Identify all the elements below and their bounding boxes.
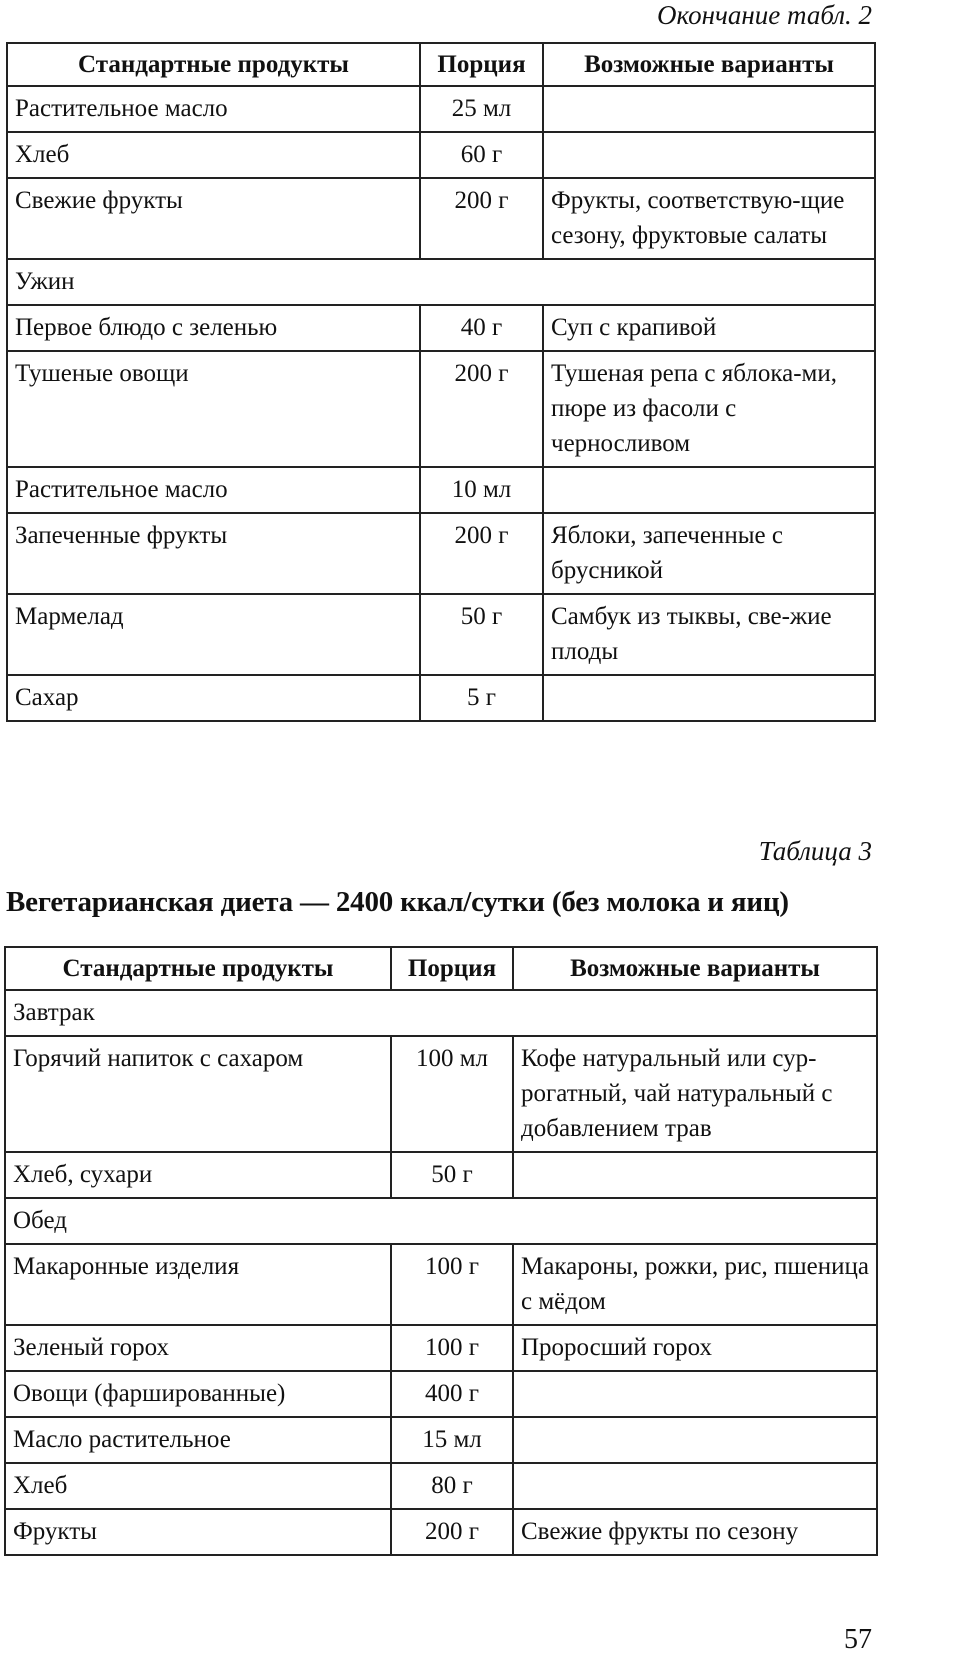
table2-end <box>6 42 876 722</box>
variants-cell <box>513 1371 877 1417</box>
portion-cell: 50 г <box>420 594 543 675</box>
table-row <box>7 178 875 259</box>
table-row <box>5 1509 877 1555</box>
variants-cell: Макароны, рожки, рис, пшеница с мёдом <box>513 1244 877 1325</box>
variants-cell <box>543 86 875 132</box>
portion-cell: 60 г <box>420 132 543 178</box>
table3-body <box>5 990 877 1555</box>
portion-cell: 200 г <box>420 513 543 594</box>
table-row <box>5 1244 877 1325</box>
table3-title: Вегетарианская диета — 2400 ккал/сутки (без молока и яиц) <box>6 886 789 918</box>
page-number: 57 <box>844 1624 872 1655</box>
portion-cell: 40 г <box>420 305 543 351</box>
section-label: Завтрак <box>5 990 877 1036</box>
table-row <box>5 1371 877 1417</box>
variants-cell: Свежие фрукты по сезону <box>513 1509 877 1555</box>
variants-cell <box>513 1152 877 1198</box>
header-variants: Возможные варианты <box>543 43 875 86</box>
table3 <box>4 946 878 1556</box>
product-cell: Растительное масло <box>7 467 420 513</box>
product-cell: Масло растительное <box>5 1417 391 1463</box>
product-cell: Хлеб <box>5 1463 391 1509</box>
variants-cell <box>543 132 875 178</box>
portion-cell: 200 г <box>420 351 543 467</box>
section-row <box>5 990 877 1036</box>
portion-cell: 100 г <box>391 1325 513 1371</box>
table-row <box>7 351 875 467</box>
variants-cell: Проросший горох <box>513 1325 877 1371</box>
product-cell: Горячий напиток с сахаром <box>5 1036 391 1152</box>
variants-cell: Тушеная репа с яблока-ми, пюре из фасоли с черносливом <box>543 351 875 467</box>
table-row <box>5 1417 877 1463</box>
section-label: Обед <box>5 1198 877 1244</box>
portion-cell: 100 мл <box>391 1036 513 1152</box>
table3-caption: Таблица 3 <box>758 836 872 866</box>
product-cell: Первое блюдо с зеленью <box>7 305 420 351</box>
variants-cell <box>513 1463 877 1509</box>
header-variants: Возможные варианты <box>513 947 877 990</box>
variants-cell <box>543 675 875 721</box>
portion-cell: 200 г <box>391 1509 513 1555</box>
table-row <box>7 86 875 132</box>
table-row <box>5 1152 877 1198</box>
product-cell: Фрукты <box>5 1509 391 1555</box>
table-row <box>7 675 875 721</box>
section-row <box>7 259 875 305</box>
product-cell: Запеченные фрукты <box>7 513 420 594</box>
variants-cell: Яблоки, запеченные с брусникой <box>543 513 875 594</box>
portion-cell: 50 г <box>391 1152 513 1198</box>
header-portion: Порция <box>420 43 543 86</box>
table2-continuation-caption: Окончание табл. 2 <box>656 0 872 30</box>
portion-cell: 10 мл <box>420 467 543 513</box>
portion-cell: 5 г <box>420 675 543 721</box>
variants-cell: Кофе натуральный или сур-рогатный, чай натуральный с добавлением трав <box>513 1036 877 1152</box>
product-cell: Растительное масло <box>7 86 420 132</box>
product-cell: Хлеб, сухари <box>5 1152 391 1198</box>
header-products: Стандартные продукты <box>5 947 391 990</box>
table-header-row <box>7 43 875 86</box>
header-portion: Порция <box>391 947 513 990</box>
product-cell: Мармелад <box>7 594 420 675</box>
portion-cell: 100 г <box>391 1244 513 1325</box>
table-row <box>7 305 875 351</box>
variants-cell <box>513 1417 877 1463</box>
product-cell: Хлеб <box>7 132 420 178</box>
product-cell: Овощи (фаршированные) <box>5 1371 391 1417</box>
table-row <box>7 513 875 594</box>
table-row <box>5 1463 877 1509</box>
product-cell: Сахар <box>7 675 420 721</box>
product-cell: Зеленый горох <box>5 1325 391 1371</box>
section-row <box>5 1198 877 1244</box>
table-row <box>7 132 875 178</box>
table-row <box>5 1036 877 1152</box>
product-cell: Свежие фрукты <box>7 178 420 259</box>
portion-cell: 25 мл <box>420 86 543 132</box>
table-header-row <box>5 947 877 990</box>
table-row <box>5 1325 877 1371</box>
portion-cell: 15 мл <box>391 1417 513 1463</box>
portion-cell: 200 г <box>420 178 543 259</box>
table2-body <box>7 86 875 721</box>
variants-cell <box>543 467 875 513</box>
table-row <box>7 467 875 513</box>
section-label: Ужин <box>7 259 875 305</box>
variants-cell: Самбук из тыквы, све-жие плоды <box>543 594 875 675</box>
product-cell: Тушеные овощи <box>7 351 420 467</box>
table-row <box>7 594 875 675</box>
variants-cell: Фрукты, соответствую-щие сезону, фруктовые салаты <box>543 178 875 259</box>
header-products: Стандартные продукты <box>7 43 420 86</box>
variants-cell: Суп с крапивой <box>543 305 875 351</box>
product-cell: Макаронные изделия <box>5 1244 391 1325</box>
portion-cell: 400 г <box>391 1371 513 1417</box>
portion-cell: 80 г <box>391 1463 513 1509</box>
